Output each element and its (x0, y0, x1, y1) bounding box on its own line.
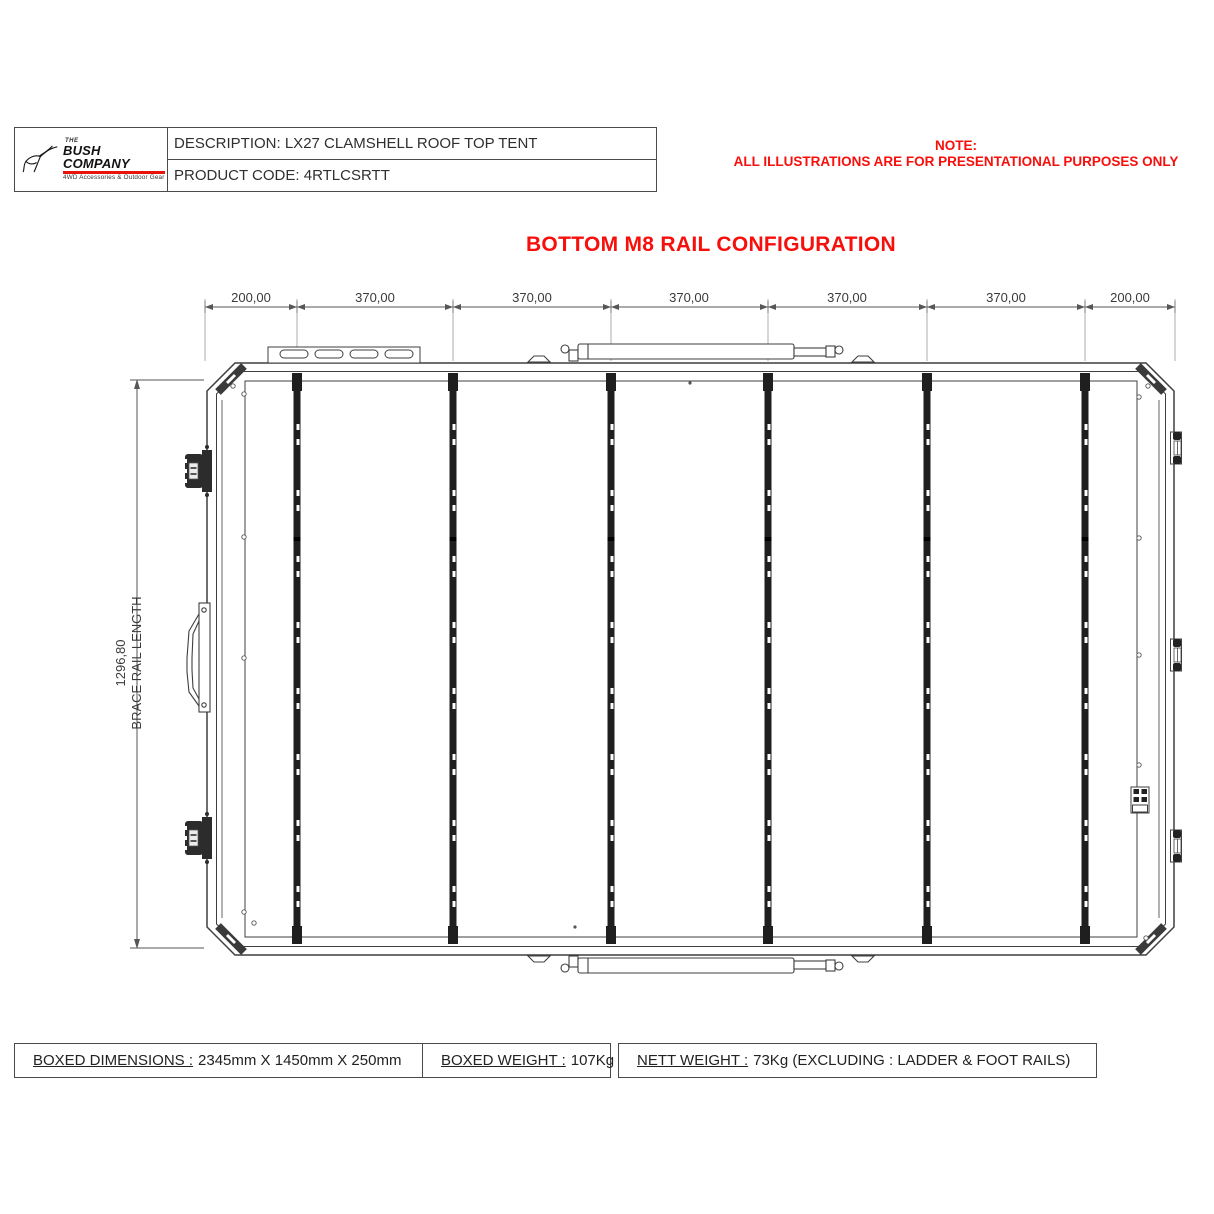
dimension-arrow (445, 304, 453, 310)
rail-slot (1085, 886, 1088, 892)
screw-hole (242, 392, 246, 396)
hinge-bracket-plate (268, 347, 420, 363)
m8-rail (763, 373, 773, 944)
rail-slot (611, 505, 614, 511)
rail-slot (453, 556, 456, 562)
gas-strut-bottom (528, 956, 874, 973)
screw-hole (1137, 653, 1141, 657)
rail-slot (297, 439, 300, 445)
rail-slot (768, 556, 771, 562)
rail-slot (1085, 637, 1088, 643)
rail-slot (297, 769, 300, 775)
rail-slot (611, 820, 614, 826)
rail-slot (768, 901, 771, 907)
rail-slot (453, 901, 456, 907)
rail-slot (768, 769, 771, 775)
product-code-row: PRODUCT CODE: 4RTLCSRTT (174, 167, 390, 184)
rail-slot (768, 820, 771, 826)
rail-slot (1085, 622, 1088, 628)
pull-handle (187, 603, 210, 712)
rail-slot (768, 505, 771, 511)
note-heading: NOTE: (935, 138, 977, 153)
rail-slot (1085, 835, 1088, 841)
dimension-arrow (919, 304, 927, 310)
rail-slot (453, 490, 456, 496)
rail-slot (1085, 424, 1088, 430)
screw-hole (1137, 763, 1141, 767)
rail-slot (611, 637, 614, 643)
rail-slot (927, 571, 930, 577)
screw-hole (242, 910, 246, 914)
screw-hole (242, 656, 246, 660)
rail-slot (927, 886, 930, 892)
rail-joint (924, 537, 931, 541)
rail-slot (1085, 571, 1088, 577)
rail-slot (297, 835, 300, 841)
rail-slot (611, 886, 614, 892)
rail-slot (768, 490, 771, 496)
boxed-weight-box (422, 1043, 615, 1078)
m8-rail (1080, 373, 1090, 944)
note-text: ALL ILLUSTRATIONS ARE FOR PRESENTATIONAL PURPOSES ONLY (733, 153, 1179, 169)
rail-slot (768, 439, 771, 445)
dim-200-right: 200,00 (1110, 290, 1150, 305)
rail-slot (927, 637, 930, 643)
rail-slot (1085, 769, 1088, 775)
rail-slot (297, 637, 300, 643)
nett-weight-label: NETT WEIGHT : (637, 1052, 749, 1069)
nett-weight-box (618, 1043, 1097, 1078)
drawing-title: BOTTOM M8 RAIL CONFIGURATION (525, 233, 897, 256)
dimension-arrow (289, 304, 297, 310)
hinge (1171, 639, 1182, 671)
rail-slot (453, 820, 456, 826)
dimension-arrow (205, 304, 213, 310)
rail-slot (453, 886, 456, 892)
screw-hole (231, 384, 235, 388)
rail-slot (611, 556, 614, 562)
rail-slot (297, 886, 300, 892)
dimension-arrow (1077, 304, 1085, 310)
rail-slot (927, 769, 930, 775)
rail-joint (765, 537, 772, 541)
rail-slot (453, 703, 456, 709)
rail-slot (453, 505, 456, 511)
tent-box-outline (207, 363, 1174, 955)
rail-slot (297, 688, 300, 694)
rail-slot (1085, 820, 1088, 826)
rail-slot (297, 505, 300, 511)
rail-slot (1085, 505, 1088, 511)
rail-slot (453, 424, 456, 430)
rail-slot (297, 703, 300, 709)
rail-slot (453, 637, 456, 643)
dimension-arrow (927, 304, 935, 310)
rail-joint (450, 537, 457, 541)
boxed-weight-label: BOXED WEIGHT : (441, 1052, 566, 1069)
logo-the: THE (65, 137, 79, 144)
logo-brand: BUSH COMPANY (63, 142, 130, 171)
screw-hole (1144, 936, 1148, 940)
rail-slot (453, 571, 456, 577)
rail-slot (927, 439, 930, 445)
logo-tagline: 4WD Accessories & Outdoor Gear (63, 174, 165, 182)
rail-joint (1082, 537, 1089, 541)
panel-dot (688, 381, 691, 384)
screw-hole (252, 921, 256, 925)
rail-slot (297, 901, 300, 907)
rail-slot (1085, 688, 1088, 694)
latch-knob (183, 812, 212, 864)
rail-slot (453, 769, 456, 775)
dim-370-5: 370,00 (986, 290, 1026, 305)
dim-370-4: 370,00 (827, 290, 867, 305)
dimension-arrow (1167, 304, 1175, 310)
rail-slot (611, 688, 614, 694)
latch-knob (183, 445, 212, 497)
screw-hole (1146, 384, 1150, 388)
rail-slot (927, 688, 930, 694)
rail-slot (768, 622, 771, 628)
dimension-arrow (760, 304, 768, 310)
rail-slot (611, 490, 614, 496)
boxed-dimensions-value: 2345mm X 1450mm X 250mm (198, 1052, 402, 1069)
rail-slot (927, 901, 930, 907)
hinge (1171, 432, 1182, 464)
rail-slot (611, 703, 614, 709)
rail-slot (768, 703, 771, 709)
rail-joint (294, 537, 301, 541)
rail-slot (927, 622, 930, 628)
rail-slot (297, 820, 300, 826)
rail-slot (611, 439, 614, 445)
m8-rail (606, 373, 616, 944)
rail-slot (927, 820, 930, 826)
dimension-arrow (768, 304, 776, 310)
rail-slot (453, 835, 456, 841)
hinge (1171, 830, 1182, 862)
boxed-weight-value: 107Kg (570, 1052, 615, 1069)
nett-weight-value: 73Kg (EXCLUDING : LADDER & FOOT RAILS) (753, 1052, 1071, 1069)
screw-hole (242, 535, 246, 539)
rail-slot (453, 439, 456, 445)
rail-slot (297, 424, 300, 430)
rail-slot (453, 754, 456, 760)
rail-slot (611, 622, 614, 628)
rail-slot (611, 835, 614, 841)
rail-slot (768, 688, 771, 694)
rail-slot (768, 637, 771, 643)
rail-slot (1085, 556, 1088, 562)
rail-slot (297, 571, 300, 577)
rail-slot (611, 769, 614, 775)
m8-rail (448, 373, 458, 944)
dim-370-1: 370,00 (355, 290, 395, 305)
rail-slot (768, 886, 771, 892)
rail-slot (611, 571, 614, 577)
m8-rail (922, 373, 932, 944)
gas-strut-top (528, 344, 874, 362)
description-row: DESCRIPTION: LX27 CLAMSHELL ROOF TOP TENT (168, 128, 656, 160)
rail-slot (297, 490, 300, 496)
screw-hole (1137, 395, 1141, 399)
boxed-dimensions-label: BOXED DIMENSIONS : (33, 1052, 194, 1069)
rail-slot (1085, 439, 1088, 445)
rail-slot (297, 754, 300, 760)
rail-slot (927, 556, 930, 562)
dim-200-left: 200,00 (231, 290, 271, 305)
rail-slot (297, 622, 300, 628)
rail-slot (453, 622, 456, 628)
rail-slot (927, 490, 930, 496)
brace-rail-length-value: 1296,80 (113, 639, 128, 687)
dimension-arrow (453, 304, 461, 310)
rail-slot (927, 505, 930, 511)
rail-slot (611, 754, 614, 760)
rail-slot (1085, 490, 1088, 496)
rail-slot (768, 754, 771, 760)
brace-rail-length-label: BRACE RAIL LENGTH (129, 596, 144, 730)
rail-slot (611, 901, 614, 907)
dimension-arrow (603, 304, 611, 310)
boxed-dimensions-box (14, 1043, 423, 1078)
rail-slot (927, 835, 930, 841)
dim-370-3: 370,00 (669, 290, 709, 305)
rail-slot (1085, 754, 1088, 760)
screw-hole (1137, 536, 1141, 540)
dimension-arrow (297, 304, 305, 310)
rail-slot (611, 424, 614, 430)
rail-slot (768, 424, 771, 430)
rail-slot (297, 556, 300, 562)
dim-370-2: 370,00 (512, 290, 552, 305)
rail-slot (768, 835, 771, 841)
rail-slot (927, 703, 930, 709)
rail-slot (1085, 901, 1088, 907)
dimension-arrow (611, 304, 619, 310)
rail-joint (608, 537, 615, 541)
rail-slot (927, 754, 930, 760)
rail-slot (1085, 703, 1088, 709)
latch-detail (1131, 787, 1149, 813)
panel-dot (573, 925, 576, 928)
dimension-arrow (1085, 304, 1093, 310)
rail-slot (453, 688, 456, 694)
m8-rail (292, 373, 302, 944)
rail-slot (768, 571, 771, 577)
rail-slot (927, 424, 930, 430)
